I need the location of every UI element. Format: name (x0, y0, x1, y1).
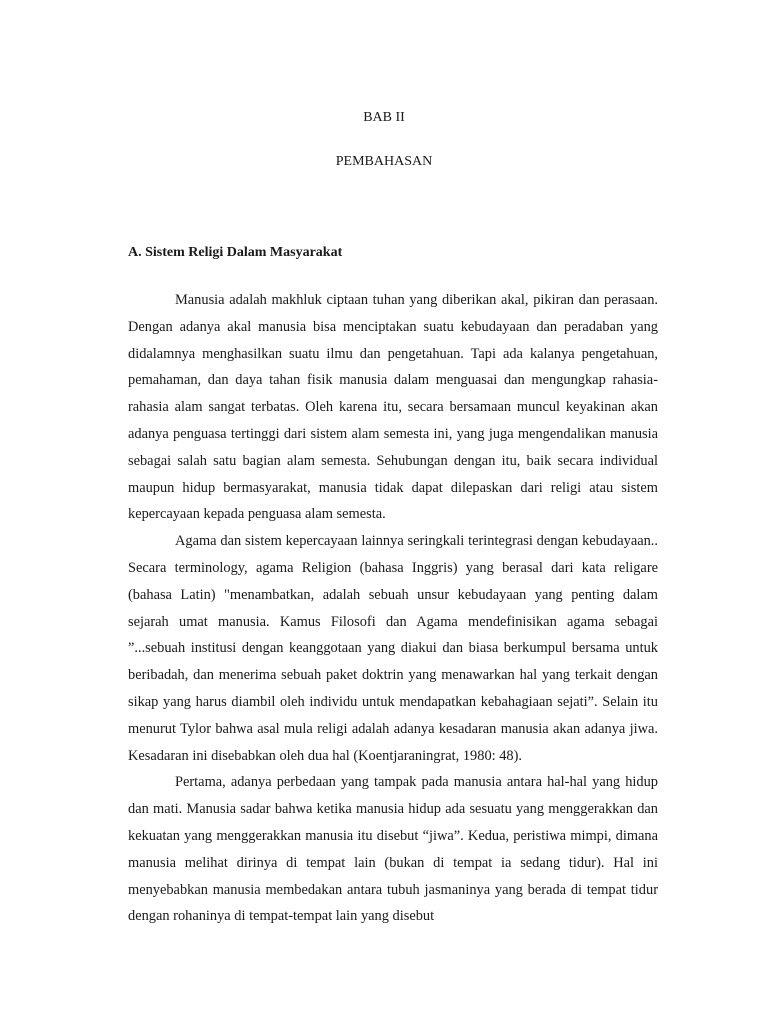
body-text (128, 287, 658, 930)
paragraph-2: Agama dan sistem kepercayaan lainnya seringkali terintegrasi dengan kebudayaan.. Secara terminology, agama Religion (bahasa Inggris) yang berasal dari kata religare (bahasa Latin) "menambatkan, adalah sebuah unsur kebudayaan yang penting dalam sejarah umat manusia. Kamus Filosofi dan Agama mendefinisikan agama sebagai ”...sebuah institusi dengan keanggotaan yang diakui dan biasa berkumpul bersama untuk beribadah, dan menerima sebuah paket doktrin yang menawarkan hal yang terkait dengan sikap yang harus diambil oleh individu untuk mendapatkan kebahagiaan sejati”. Selain itu menurut Tylor bahwa asal mula religi adalah adanya kesadaran manusia akan adanya jiwa. Kesadaran ini disebabkan oleh dua hal (Koentjaraningrat, 1980: 48). (128, 533, 658, 764)
paragraph-3: Pertama, adanya perbedaan yang tampak pada manusia antara hal-hal yang hidup dan mati. Manusia sadar bahwa ketika manusia hidup ada sesuatu yang menggerakkan dan kekuatan yang menggerakkan manusia itu disebut “jiwa”. Kedua, peristiwa mimpi, dimana manusia melihat dirinya di tempat lain (bukan di tempat ia sedang tidur). Hal ini menyebabkan manusia membedakan antara tubuh jasmaninya yang berada di tempat tidur dengan rohaninya di tempat-tempat lain yang disebut (128, 774, 658, 925)
paragraph-1: Manusia adalah makhluk ciptaan tuhan yang diberikan akal, pikiran dan perasaan. Dengan adanya akal manusia bisa menciptakan suatu kebudayaan dan peradaban yang didalamnya menghasilkan suatu ilmu dan pengetahuan. Tapi ada kalanya pengetahuan, pemahaman, dan daya tahan fisik manusia dalam menguasai dan mengungkap rahasia-rahasia alam sangat terbatas. Oleh karena itu, secara bersamaan muncul keyakinan akan adanya penguasa tertinggi dari sistem alam semesta ini, yang juga mengendalikan manusia sebagai salah satu bagian alam semesta. Sehubungan dengan itu, baik secara individual maupun hidup bermasyarakat, manusia tidak dapat dilepaskan dari religi atau sistem kepercayaan kepada penguasa alam semesta. (128, 292, 658, 523)
section-heading: A. Sistem Religi Dalam Masyarakat (128, 245, 343, 260)
chapter-number: BAB II (363, 110, 405, 125)
chapter-title: PEMBAHASAN (335, 154, 433, 169)
